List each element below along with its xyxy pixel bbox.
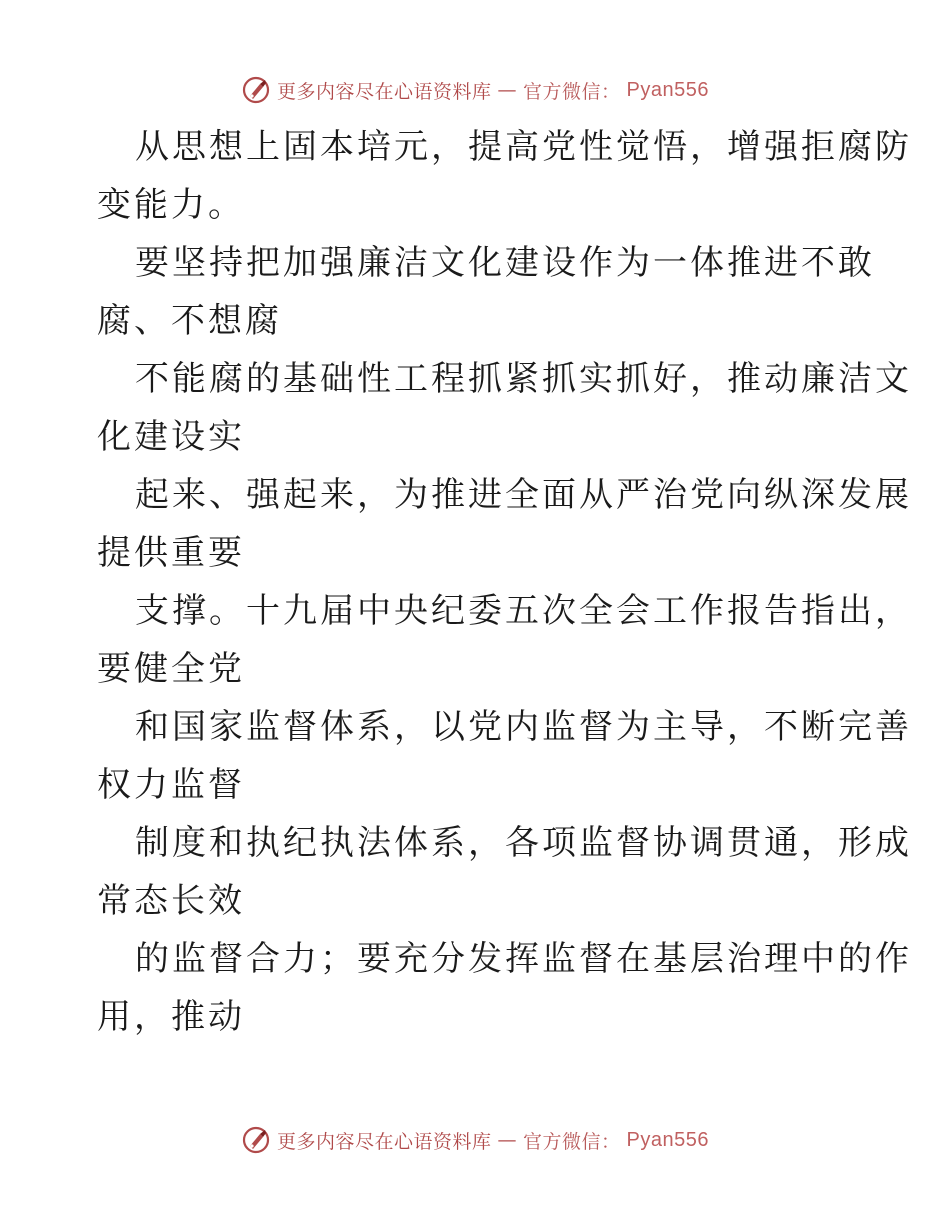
footer-banner bbox=[0, 1120, 950, 1160]
text-line: 起来、强起来，为推进全面从严治党向纵深发展 bbox=[135, 475, 912, 515]
footer-site-name: 更多内容尽在心语资料库 bbox=[277, 1130, 492, 1153]
text-line: 用，推动 bbox=[97, 997, 245, 1037]
footer-banner-content bbox=[241, 1125, 709, 1155]
text-line: 和国家监督体系，以党内监督为主导，不断完善 bbox=[135, 707, 912, 747]
footer-separator: — bbox=[497, 1129, 518, 1151]
text-line: 制度和执纪执法体系，各项监督协调贯通，形成 bbox=[135, 823, 912, 863]
text-line: 的监督合力；要充分发挥监督在基层治理中的作 bbox=[135, 939, 912, 979]
text-line: 化建设实 bbox=[97, 417, 245, 457]
text-line: 不能腐的基础性工程抓紧抓实抓好，推动廉洁文 bbox=[135, 359, 912, 399]
text-line: 权力监督 bbox=[97, 765, 245, 805]
text-line: 要坚持把加强廉洁文化建设作为一体推进不敢 bbox=[135, 243, 875, 283]
header-banner-content bbox=[241, 75, 709, 105]
text-line: 变能力。 bbox=[97, 185, 245, 225]
text-line: 支撑。十九届中央纪委五次全会工作报告指出， bbox=[135, 591, 912, 631]
header-separator: — bbox=[497, 79, 518, 101]
footer-wechat-id: Pyan556 bbox=[626, 1128, 709, 1151]
text-line: 从思想上固本培元，提高党性觉悟，增强拒腐防 bbox=[135, 127, 912, 167]
text-line: 常态长效 bbox=[97, 881, 245, 921]
header-banner bbox=[0, 70, 950, 110]
header-site-name: 更多内容尽在心语资料库 bbox=[277, 80, 492, 103]
pen-nib-logo-icon bbox=[241, 75, 271, 105]
text-line: 要健全党 bbox=[97, 649, 245, 689]
header-wechat-label: 官方微信： bbox=[523, 80, 621, 103]
header-wechat-id: Pyan556 bbox=[626, 78, 709, 101]
document-body bbox=[97, 118, 912, 1046]
text-line: 提供重要 bbox=[97, 533, 245, 573]
footer-wechat-label: 官方微信： bbox=[523, 1130, 621, 1153]
pen-nib-logo-icon bbox=[241, 1125, 271, 1155]
text-line: 腐、不想腐 bbox=[97, 301, 282, 341]
